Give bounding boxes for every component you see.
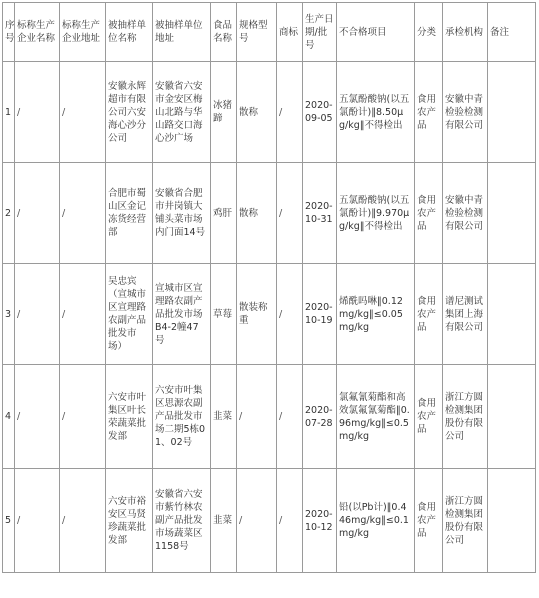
cell-no: 5 [3, 469, 15, 573]
cell-producer-name: / [15, 62, 60, 163]
cell-food: 韭菜 [211, 365, 237, 469]
cell-food: 韭菜 [211, 469, 237, 573]
cell-no: 2 [3, 163, 15, 264]
cell-sampled-addr: 宣城市区宣理路农副产品批发市场B4-2幢47号 [153, 264, 211, 365]
cell-spec: 散装称重 [237, 264, 277, 365]
cell-item: 五氯酚酸钠(以五氯酚计)‖9.970μg/kg‖不得检出 [337, 163, 415, 264]
cell-lab: 安徽中青检验检测有限公司 [443, 62, 488, 163]
cell-producer-addr: / [60, 62, 106, 163]
cell-sampled-name: 六安市叶集区叶长荣蔬菜批发部 [106, 365, 153, 469]
cell-food: 冰猪蹄 [211, 62, 237, 163]
cell-lab: 浙江方圆检测集团股份有限公司 [443, 469, 488, 573]
cell-food: 鸡肝 [211, 163, 237, 264]
cell-category: 食用农产品 [415, 62, 443, 163]
cell-no: 1 [3, 62, 15, 163]
cell-lab: 谱尼测试集团上海有限公司 [443, 264, 488, 365]
cell-lab: 浙江方圆检测集团股份有限公司 [443, 365, 488, 469]
header-cell: 标称生产企业地址 [60, 3, 106, 62]
cell-spec: 散称 [237, 62, 277, 163]
cell-no: 4 [3, 365, 15, 469]
header-cell: 分类 [415, 3, 443, 62]
cell-producer-addr: / [60, 163, 106, 264]
cell-lab: 安徽中青检验检测有限公司 [443, 163, 488, 264]
header-row [3, 3, 536, 62]
cell-producer-name: / [15, 163, 60, 264]
cell-date: 2020-07-28 [303, 365, 337, 469]
table-row [3, 264, 536, 365]
cell-date: 2020-10-19 [303, 264, 337, 365]
cell-sampled-addr: 安徽省六安市金安区梅山北路与华山路交口海心沙广场 [153, 62, 211, 163]
cell-brand: / [277, 62, 303, 163]
header-cell: 被抽样单位地址 [153, 3, 211, 62]
header-cell: 承检机构 [443, 3, 488, 62]
cell-date: 2020-09-05 [303, 62, 337, 163]
cell-producer-name: / [15, 264, 60, 365]
table-row [3, 163, 536, 264]
cell-date: 2020-10-12 [303, 469, 337, 573]
cell-sampled-addr: 六安市叶集区思源农副产品批发市场二期5栋01、02号 [153, 365, 211, 469]
cell-item: 氯氟氰菊酯和高效氯氟氰菊酯‖0.96mg/kg‖≤0.5mg/kg [337, 365, 415, 469]
cell-note [488, 264, 536, 365]
header-cell: 商标 [277, 3, 303, 62]
header-cell: 备注 [488, 3, 536, 62]
cell-no: 3 [3, 264, 15, 365]
cell-producer-name: / [15, 469, 60, 573]
cell-spec: / [237, 365, 277, 469]
cell-spec: 散称 [237, 163, 277, 264]
header-cell: 食品名称 [211, 3, 237, 62]
header-cell: 标称生产企业名称 [15, 3, 60, 62]
cell-note [488, 62, 536, 163]
cell-note [488, 469, 536, 573]
cell-producer-addr: / [60, 469, 106, 573]
cell-brand: / [277, 264, 303, 365]
cell-food: 草莓 [211, 264, 237, 365]
cell-sampled-name: 六安市裕安区马贤珍蔬菜批发部 [106, 469, 153, 573]
cell-item: 烯酰吗啉‖0.12mg/kg‖≤0.05mg/kg [337, 264, 415, 365]
header-cell: 规格型号 [237, 3, 277, 62]
header-cell: 生产日期/批号 [303, 3, 337, 62]
cell-category: 食用农产品 [415, 163, 443, 264]
cell-sampled-name: 吴忠宾（宣城市区宣理路农副产品批发市场） [106, 264, 153, 365]
cell-sampled-name: 安徽永辉超市有限公司六安海心沙分公司 [106, 62, 153, 163]
unqualified-food-table [2, 2, 536, 573]
cell-item: 铅(以Pb计)‖0.446mg/kg‖≤0.1mg/kg [337, 469, 415, 573]
cell-sampled-addr: 安徽省合肥市井岗镇大铺头菜市场内门面14号 [153, 163, 211, 264]
cell-producer-addr: / [60, 365, 106, 469]
cell-category: 食用农产品 [415, 469, 443, 573]
cell-category: 食用农产品 [415, 365, 443, 469]
header-cell: 序号 [3, 3, 15, 62]
cell-item: 五氯酚酸钠(以五氯酚计)‖8.50μg/kg‖不得检出 [337, 62, 415, 163]
table-row [3, 469, 536, 573]
cell-note [488, 365, 536, 469]
cell-producer-addr: / [60, 264, 106, 365]
cell-brand: / [277, 365, 303, 469]
cell-category: 食用农产品 [415, 264, 443, 365]
cell-date: 2020-10-31 [303, 163, 337, 264]
cell-note [488, 163, 536, 264]
cell-spec: / [237, 469, 277, 573]
cell-brand: / [277, 163, 303, 264]
cell-brand: / [277, 469, 303, 573]
table-row [3, 365, 536, 469]
cell-producer-name: / [15, 365, 60, 469]
table-row [3, 62, 536, 163]
header-cell: 被抽样单位名称 [106, 3, 153, 62]
header-cell: 不合格项目 [337, 3, 415, 62]
cell-sampled-addr: 安徽省六安市紫竹林农副产品批发市场蔬菜区1158号 [153, 469, 211, 573]
cell-sampled-name: 合肥市蜀山区金记冻货经营部 [106, 163, 153, 264]
